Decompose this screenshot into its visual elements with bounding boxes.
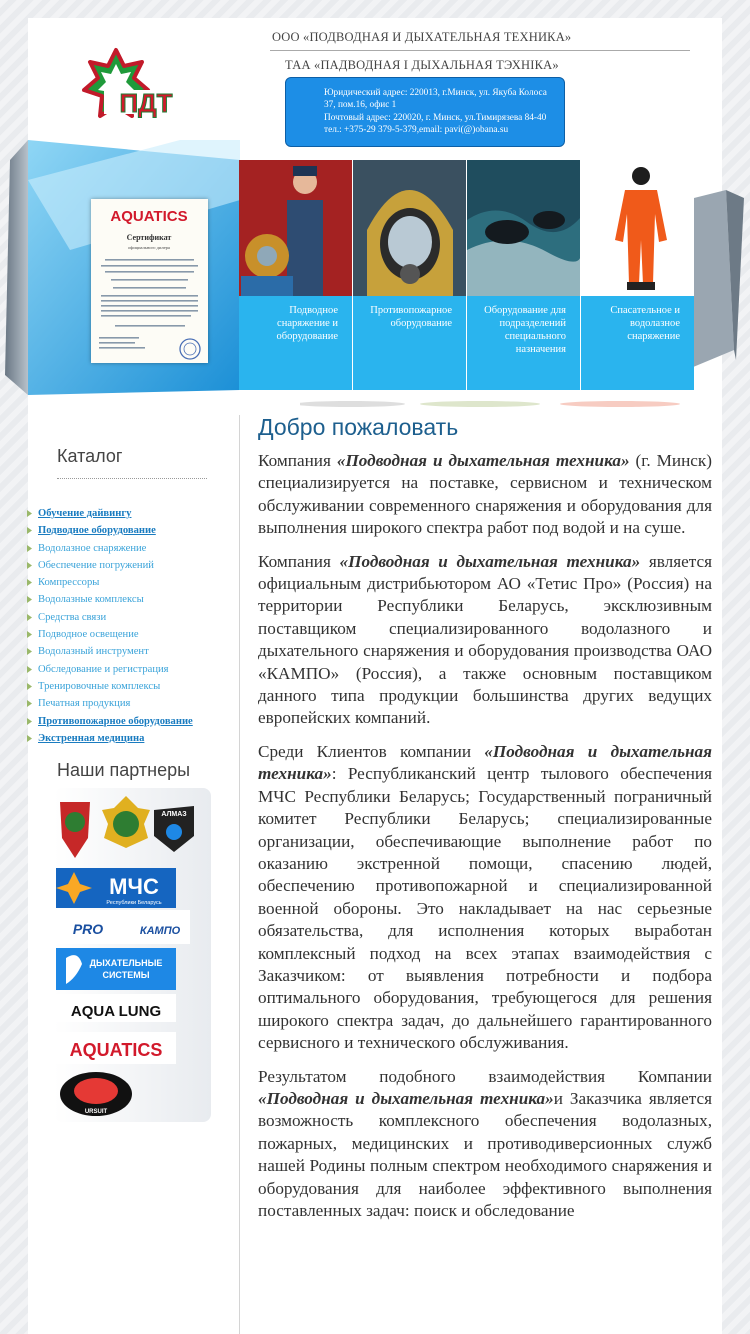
catalog-item[interactable] xyxy=(26,591,193,608)
tile-label: Противопожарное оборудование xyxy=(370,305,452,329)
combat-divers-photo xyxy=(467,160,580,296)
catalog-item-label: Печатная продукция xyxy=(38,698,131,710)
decorative-swoosh-right xyxy=(686,190,750,380)
catalog-item[interactable] xyxy=(26,643,193,660)
category-tiles xyxy=(239,160,694,390)
catalog-item[interactable] xyxy=(26,730,193,747)
breathing-text-2: СИСТЕМЫ xyxy=(102,970,150,980)
tile-special-forces[interactable] xyxy=(467,160,580,390)
tile-label: Подводное снаряжение и оборудование xyxy=(276,305,338,342)
catalog-item-label: Водолазное снаряжение xyxy=(38,542,147,554)
certificate-subtitle: официального дилера xyxy=(128,245,170,250)
chevron-right-icon xyxy=(26,562,33,569)
chevron-right-icon xyxy=(26,683,33,690)
main-content xyxy=(258,450,712,1233)
catalog-item[interactable] xyxy=(26,574,193,591)
catalog-item[interactable] xyxy=(26,661,193,678)
contact-line[interactable]: тел.: +375-29 379-5-379,email: pavi(@)obana.su xyxy=(324,124,509,135)
company-logo[interactable] xyxy=(74,46,194,136)
address-box xyxy=(285,77,565,147)
tile-label: Оборудование для подразделений специального назначения xyxy=(484,305,566,355)
tetis-logo-text: PRO xyxy=(72,921,104,937)
certificate-title: Сертификат xyxy=(126,233,172,242)
mchs-logo[interactable] xyxy=(56,868,176,908)
sidebar-divider xyxy=(239,415,240,1334)
mchs-text: МЧС xyxy=(109,874,159,899)
paragraph-result: Результатом подобного взаимодействия Компании «Подводная и дыхательная техника»и Заказчика является возможность комплексного обеспечения водолазных, пожарных, медицинских и противодиверсионных служб нашей Родины полным спектром необходимого снаряжения и оборудования для наиболее эффективного выполнения поставленных задач: поиск и обследование xyxy=(258,1066,712,1220)
aquatics-logo[interactable] xyxy=(56,1032,176,1064)
address-line-2: 37, пом.16, офис 1 xyxy=(324,100,397,111)
emblem-logo-almaz[interactable] xyxy=(154,806,194,852)
chevron-right-icon xyxy=(26,735,33,742)
catalog-item-label: Экстренная медицина xyxy=(38,732,145,744)
almaz-text: АЛМАЗ xyxy=(161,811,187,818)
chevron-right-icon xyxy=(26,718,33,725)
tile-underwater-equipment[interactable] xyxy=(239,160,352,390)
catalog-item[interactable] xyxy=(26,713,193,730)
company-name-be: ТАА «ПАДВОДНАЯ І ДЫХАЛЬНАЯ ТЭХНІКА» xyxy=(285,58,559,72)
tile-rescue-equipment[interactable] xyxy=(581,160,694,390)
address-line-3: Почтовый адрес: 220020, г. Минск, ул.Тимирязева 84-40 xyxy=(324,112,547,123)
breathing-systems-logo[interactable] xyxy=(56,948,176,990)
chevron-right-icon xyxy=(26,631,33,638)
chevron-right-icon xyxy=(26,700,33,707)
chevron-right-icon xyxy=(26,545,33,552)
tetis-kampo-logos[interactable] xyxy=(56,910,190,944)
logo-text: ПДТ xyxy=(119,88,173,118)
catalog-item[interactable] xyxy=(26,626,193,643)
catalog-item-label: Тренировочные комплексы xyxy=(38,680,161,692)
catalog-item-label: Подводное освещение xyxy=(38,629,139,641)
kampo-logo-text: КАМПО xyxy=(139,925,181,937)
catalog-item-label: Водолазные комплексы xyxy=(38,594,144,606)
chevron-right-icon xyxy=(26,596,33,603)
certificate-image xyxy=(91,199,208,363)
catalog-item-label: Компрессоры xyxy=(38,577,100,589)
aqualung-text: AQUA LUNG xyxy=(70,1003,162,1020)
emblem-logo-1[interactable] xyxy=(60,802,90,858)
decorative-shadow xyxy=(300,398,690,410)
dealer-certificate[interactable] xyxy=(91,199,208,363)
catalog-item[interactable] xyxy=(26,522,193,539)
catalog-item-label: Обеспечение погружений xyxy=(38,559,154,571)
mchs-subtext: Республики Беларусь xyxy=(106,900,162,906)
chevron-right-icon xyxy=(26,579,33,586)
catalog-item[interactable] xyxy=(26,609,193,626)
chevron-right-icon xyxy=(26,614,33,621)
paragraph-clients: Среди Клиентов компании «Подводная и дыхательная техника»: Республиканский центр тылового обеспечения МЧС Республики Беларусь; Государственный пограничный комитет Республики Беларусь; специализированные организации, обеспечивающие выполнение работ по оказанию экстренной помощи, спасению людей, обеспечению противопожарной и специализированной военной обороны. Это накладывает на нас серьезные обязательства, для исполнения которых выработан комплексный подход на всех этапах взаимодействия с Заказчиком: от выявления потребности и подбора оптимального оборудования, требующегося для решения широкого спектра задач, до дальнейшего гарантированного сервисного и технического обслуживания. xyxy=(258,741,712,1053)
emblem-logo-2[interactable] xyxy=(102,796,150,848)
chevron-right-icon xyxy=(26,648,33,655)
catalog-item-label: Средства связи xyxy=(38,611,107,623)
ursuit-logo[interactable] xyxy=(60,1072,132,1116)
aqualung-logo[interactable] xyxy=(56,994,176,1022)
catalog-heading: Каталог xyxy=(57,446,123,466)
aquatics-text: AQUATICS xyxy=(69,1040,163,1060)
chevron-right-icon xyxy=(26,510,33,517)
catalog-item-label: Водолазный инструмент xyxy=(38,646,149,658)
catalog-item-label: Обучение дайвингу xyxy=(38,508,132,519)
catalog-item-label: Подводное оборудование xyxy=(38,525,156,537)
catalog-item-label: Противопожарное оборудование xyxy=(38,715,193,727)
tile-label: Спасательное и водолазное снаряжение xyxy=(610,305,680,342)
partners-logos xyxy=(54,788,211,1122)
company-name-ru: ООО «ПОДВОДНАЯ И ДЫХАТЕЛЬНАЯ ТЕХНИКА» xyxy=(272,30,572,44)
certificate-brand: AQUATICS xyxy=(110,208,188,225)
catalog-menu xyxy=(26,505,193,747)
chevron-right-icon xyxy=(26,527,33,534)
diver-helmet-photo xyxy=(239,160,352,296)
chevron-right-icon xyxy=(26,666,33,673)
address-line-1: Юридический адрес: 220013, г.Минск, ул. Якуба Колоса xyxy=(324,88,547,98)
catalog-item[interactable] xyxy=(26,505,193,522)
partners-panel xyxy=(54,788,211,1122)
drysuit-photo xyxy=(581,160,694,296)
catalog-divider xyxy=(57,478,207,479)
header-divider xyxy=(270,50,690,51)
catalog-item[interactable] xyxy=(26,695,193,712)
tile-fire-equipment[interactable] xyxy=(353,160,466,390)
catalog-item[interactable] xyxy=(26,678,193,695)
ursuit-text: URSUIT xyxy=(84,1109,108,1115)
page-title: Добро пожаловать xyxy=(258,414,459,440)
firefighter-mask-photo xyxy=(353,160,466,296)
catalog-item[interactable] xyxy=(26,557,193,574)
catalog-item-label: Обследование и регистрация xyxy=(38,663,169,675)
catalog-item[interactable] xyxy=(26,540,193,557)
breathing-text-1: ДЫХАТЕЛЬНЫЕ xyxy=(89,958,163,968)
paragraph-intro: Компания «Подводная и дыхательная техника» (г. Минск) специализируется на поставке, сервисном и техническом обслуживании современного снаряжения и оборудования для выполнения широкого спектра работ под водой и на суше. xyxy=(258,451,712,538)
paragraph-distributor: Компания «Подводная и дыхательная техника» является официальным дистрибьютором АО «Тетис Про» (Россия) на территории Республики Беларусь, эксклюзивным поставщиком специализированного водолазного и дыхательного снаряжения и оборудования производства ОАО «КАМПО» (Россия), а также основным поставщиком данного типа продукции большинства других ведущих европейских компаний. xyxy=(258,551,712,728)
partners-heading: Наши партнеры xyxy=(57,760,191,780)
